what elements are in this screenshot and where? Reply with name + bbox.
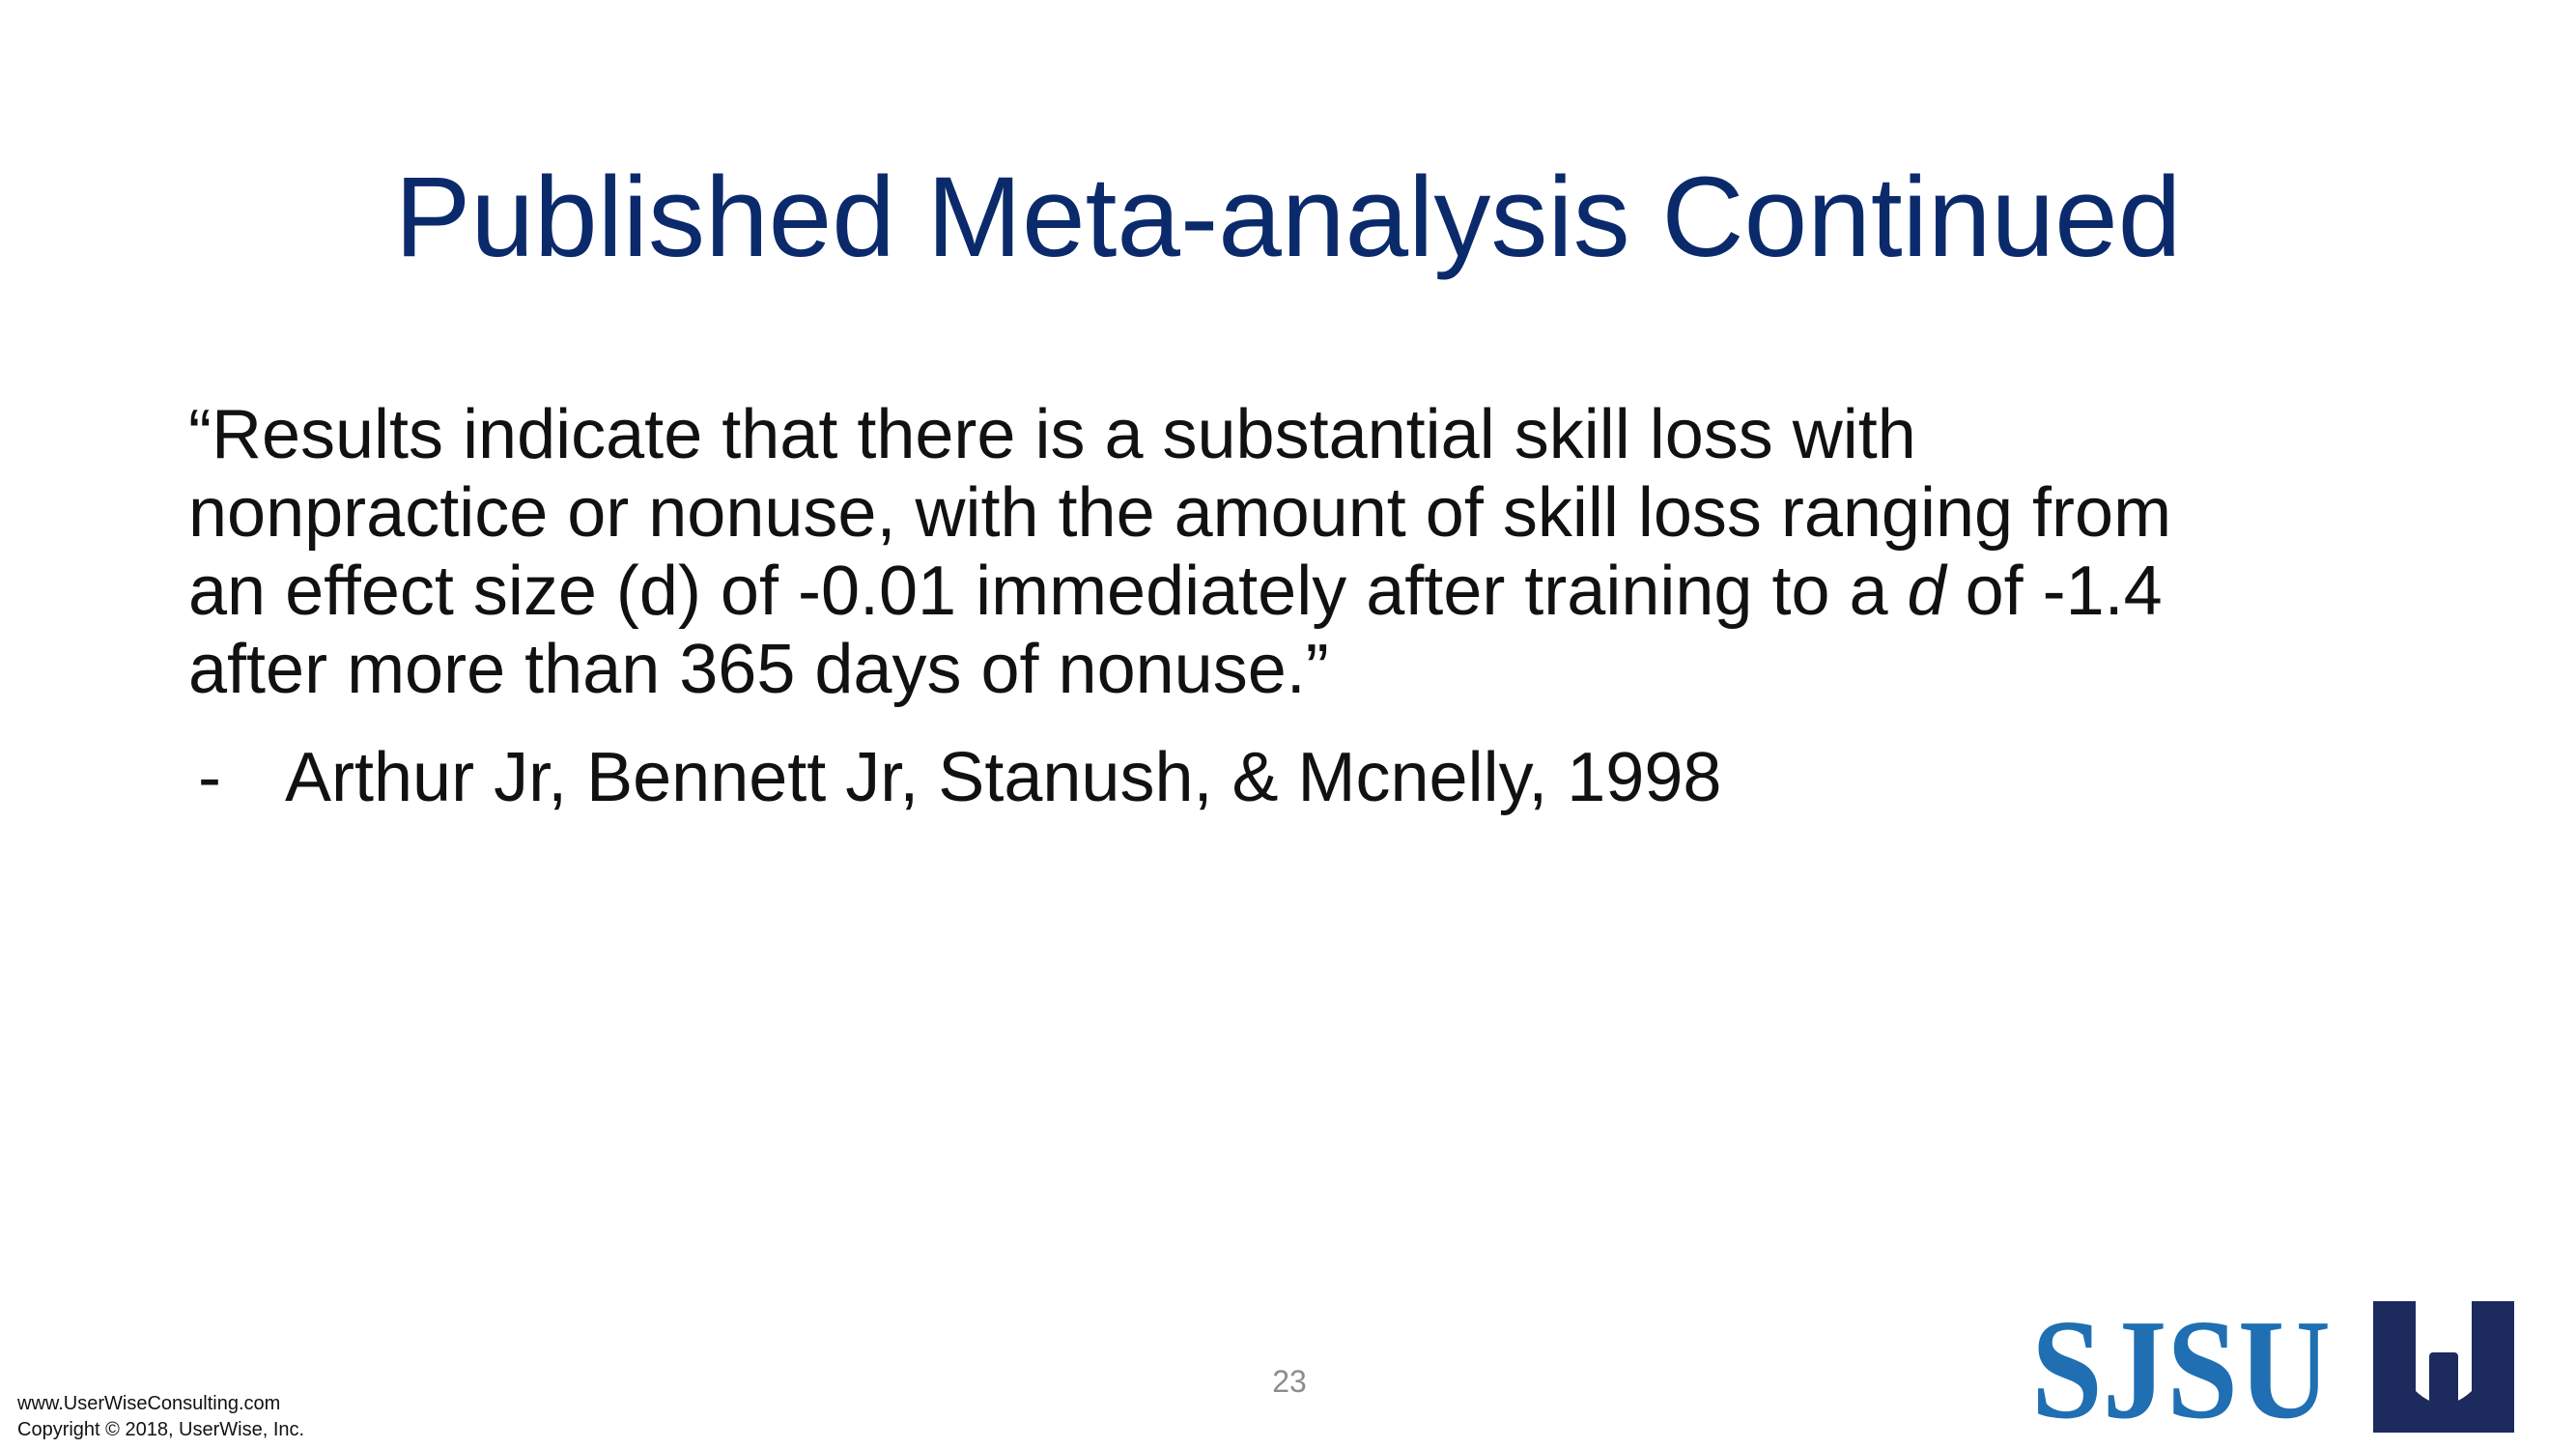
sjsu-logo (2026, 1299, 2335, 1435)
page-number: 23 (1272, 1364, 1307, 1399)
quote-line-1: “Results indicate that there is a substantial skill loss with (188, 396, 1916, 473)
quote-line-2: nonpractice or nonuse, with the amount of skill loss ranging from (188, 474, 2172, 552)
quote-line-3-end: of -1.4 (1945, 553, 2163, 630)
quote-line-4: after more than 365 days of nonuse.” (188, 631, 1329, 708)
quote-italic-d: d (1907, 553, 1946, 630)
quote-block (188, 396, 2410, 709)
footer-website: www.UserWiseConsulting.com (17, 1393, 281, 1414)
sjsu-u-mark-icon (2371, 1299, 2516, 1435)
quote-line-3-start: an effect size (d) of -0.01 immediately after training to a (188, 553, 1908, 630)
sjsu-logo-text: SJSU (2031, 1299, 2331, 1435)
citation (198, 736, 1721, 819)
footer (17, 1391, 304, 1443)
citation-text: Arthur Jr, Bennett Jr, Stanush, & Mcnelly, 1998 (285, 739, 1722, 816)
citation-dash: - (198, 739, 221, 816)
quote-line-3 (188, 553, 2410, 631)
slide-title: Published Meta-analysis Continued (394, 154, 2182, 281)
footer-copyright: Copyright © 2018, UserWise, Inc. (17, 1419, 305, 1440)
